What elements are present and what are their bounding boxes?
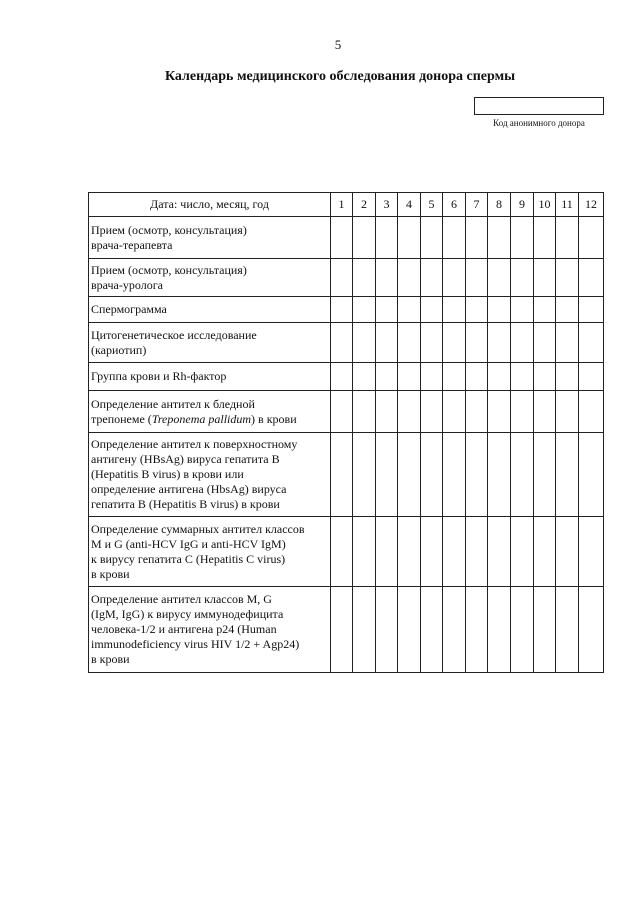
table-row — [89, 587, 604, 673]
exam-date-cell[interactable] — [421, 363, 443, 391]
exam-name-line: в крови — [91, 566, 130, 581]
table-row — [89, 517, 604, 587]
month-header: 6 — [443, 193, 466, 217]
exam-date-cell[interactable] — [488, 297, 511, 323]
exam-date-cell[interactable] — [398, 433, 421, 517]
exam-date-cell[interactable] — [579, 323, 604, 363]
exam-date-cell[interactable] — [534, 433, 556, 517]
exam-date-cell[interactable] — [331, 297, 353, 323]
exam-date-cell[interactable] — [443, 259, 466, 297]
exam-date-cell[interactable] — [579, 587, 604, 673]
exam-date-cell[interactable] — [443, 433, 466, 517]
exam-date-cell[interactable] — [376, 323, 398, 363]
exam-date-cell[interactable] — [534, 297, 556, 323]
exam-name-line: антигену (HBsAg) вируса гепатита В — [91, 452, 280, 466]
exam-date-cell[interactable] — [534, 259, 556, 297]
exam-date-cell[interactable] — [421, 391, 443, 433]
exam-date-cell[interactable] — [353, 323, 376, 363]
exam-date-cell[interactable] — [579, 391, 604, 433]
exam-name-line: в крови — [91, 652, 130, 666]
exam-date-cell[interactable] — [511, 323, 534, 363]
exam-date-cell[interactable] — [376, 297, 398, 323]
donor-code-field[interactable] — [474, 97, 604, 115]
exam-name-line: Спермограмма — [91, 302, 167, 316]
exam-name-cell — [89, 363, 331, 391]
table-row — [89, 323, 604, 363]
exam-date-cell[interactable] — [331, 433, 353, 517]
exam-date-cell[interactable] — [376, 217, 398, 259]
exam-date-cell[interactable] — [443, 297, 466, 323]
month-header: 2 — [353, 193, 376, 217]
exam-date-cell[interactable] — [376, 259, 398, 297]
exam-date-cell[interactable] — [331, 587, 353, 673]
exam-date-cell[interactable] — [376, 517, 398, 587]
exam-date-cell[interactable] — [511, 259, 534, 297]
exam-date-cell[interactable] — [398, 259, 421, 297]
exam-date-cell[interactable] — [466, 587, 488, 673]
exam-date-cell[interactable] — [466, 217, 488, 259]
exam-date-cell[interactable] — [511, 517, 534, 587]
month-header: 3 — [376, 193, 398, 217]
exam-name-cell — [89, 323, 331, 363]
exam-date-cell[interactable] — [398, 297, 421, 323]
month-header: 4 — [398, 193, 421, 217]
exam-name-line: Прием (осмотр, консультация) — [91, 262, 247, 277]
exam-name-line: врача-уролога — [91, 277, 163, 292]
exam-date-cell[interactable] — [421, 433, 443, 517]
month-header: 9 — [511, 193, 534, 217]
exam-date-cell[interactable] — [331, 391, 353, 433]
exam-date-cell[interactable] — [556, 217, 579, 259]
exam-date-cell[interactable] — [556, 323, 579, 363]
exam-date-cell[interactable] — [488, 587, 511, 673]
exam-date-cell[interactable] — [398, 217, 421, 259]
exam-date-cell[interactable] — [511, 587, 534, 673]
exam-date-cell[interactable] — [534, 217, 556, 259]
exam-date-cell[interactable] — [398, 323, 421, 363]
exam-name-cell — [89, 587, 331, 673]
exam-name-cell — [89, 391, 331, 433]
exam-date-cell[interactable] — [331, 217, 353, 259]
exam-date-cell[interactable] — [579, 297, 604, 323]
exam-date-cell[interactable] — [511, 391, 534, 433]
exam-date-cell[interactable] — [421, 517, 443, 587]
exam-name-cell — [89, 217, 331, 259]
exam-name-line: врача-терапевта — [91, 237, 173, 252]
exam-date-cell[interactable] — [331, 517, 353, 587]
exam-name-line: Определение антител классов М, G — [91, 592, 272, 606]
exam-date-cell[interactable] — [443, 587, 466, 673]
exam-date-cell[interactable] — [376, 363, 398, 391]
table-row — [89, 363, 604, 391]
exam-date-cell[interactable] — [421, 217, 443, 259]
exam-date-cell[interactable] — [488, 391, 511, 433]
exam-date-cell[interactable] — [556, 517, 579, 587]
exam-date-cell[interactable] — [534, 391, 556, 433]
exam-date-cell[interactable] — [398, 363, 421, 391]
exam-date-cell[interactable] — [579, 217, 604, 259]
exam-date-cell[interactable] — [443, 391, 466, 433]
exam-name-line: М и G (anti-HCV IgG и anti-HCV IgM) — [91, 536, 286, 551]
exam-name-line: Прием (осмотр, консультация) — [91, 222, 247, 237]
exam-date-cell[interactable] — [511, 363, 534, 391]
exam-date-cell[interactable] — [331, 363, 353, 391]
page-number: 5 — [334, 37, 342, 52]
exam-name-line: определение антигена (HbsAg) вируса — [91, 482, 287, 496]
exam-date-cell[interactable] — [466, 363, 488, 391]
exam-date-cell[interactable] — [398, 587, 421, 673]
exam-name-line: трепонеме (Treponema pallidum) в крови — [91, 411, 297, 426]
exam-date-cell[interactable] — [353, 433, 376, 517]
exam-date-cell[interactable] — [376, 587, 398, 673]
exam-date-cell[interactable] — [331, 259, 353, 297]
exam-name-line: Группа крови и Rh-фактор — [91, 369, 227, 383]
exam-name-line: Определение антител к поверхностному — [91, 437, 298, 451]
exam-date-cell[interactable] — [466, 517, 488, 587]
exam-date-cell[interactable] — [534, 517, 556, 587]
month-header: 5 — [421, 193, 443, 217]
exam-date-cell[interactable] — [579, 363, 604, 391]
exam-date-cell[interactable] — [488, 517, 511, 587]
exam-date-cell[interactable] — [443, 217, 466, 259]
table-row — [89, 391, 604, 433]
month-header: 10 — [534, 193, 556, 217]
exam-name-line: immunodeficiency virus HIV 1/2 + Agp24) — [91, 637, 300, 651]
exam-date-cell[interactable] — [466, 433, 488, 517]
exam-date-cell[interactable] — [579, 517, 604, 587]
exam-date-cell[interactable] — [353, 391, 376, 433]
month-header: 7 — [466, 193, 488, 217]
exam-date-cell[interactable] — [511, 297, 534, 323]
exam-date-cell[interactable] — [353, 217, 376, 259]
month-header: 12 — [579, 193, 604, 217]
exam-date-cell[interactable] — [466, 391, 488, 433]
exam-name-line: к вирусу гепатита С (Hepatitis С virus) — [91, 551, 286, 566]
exam-date-cell[interactable] — [443, 363, 466, 391]
exam-date-cell[interactable] — [443, 323, 466, 363]
month-header: 11 — [556, 193, 579, 217]
exam-name-line: человека-1/2 и антигена р24 (Human — [91, 622, 277, 636]
exam-name-line: Определение суммарных антител классов — [91, 521, 305, 536]
exam-date-cell[interactable] — [511, 433, 534, 517]
exam-date-cell[interactable] — [534, 363, 556, 391]
document-title: Календарь медицинского обследования донора спермы — [164, 69, 516, 84]
exam-date-cell[interactable] — [331, 323, 353, 363]
exam-date-cell[interactable] — [556, 391, 579, 433]
exam-date-cell[interactable] — [466, 297, 488, 323]
exam-date-cell[interactable] — [579, 433, 604, 517]
exam-date-cell[interactable] — [353, 297, 376, 323]
exam-date-cell[interactable] — [556, 433, 579, 517]
exam-date-cell[interactable] — [466, 323, 488, 363]
exam-date-cell[interactable] — [353, 587, 376, 673]
exam-date-cell[interactable] — [376, 391, 398, 433]
exam-date-cell[interactable] — [376, 433, 398, 517]
exam-date-cell[interactable] — [488, 433, 511, 517]
donor-code-caption: Код анонимного донора — [493, 118, 585, 128]
table-row — [89, 259, 604, 297]
exam-date-cell[interactable] — [353, 259, 376, 297]
exam-date-cell[interactable] — [398, 517, 421, 587]
exam-date-cell[interactable] — [443, 517, 466, 587]
exam-date-cell[interactable] — [556, 363, 579, 391]
exam-date-cell[interactable] — [421, 323, 443, 363]
exam-date-cell[interactable] — [534, 587, 556, 673]
exam-date-cell[interactable] — [353, 363, 376, 391]
month-header: 8 — [488, 193, 511, 217]
date-header-label: Дата: число, месяц, год — [89, 193, 331, 217]
exam-date-cell[interactable] — [488, 217, 511, 259]
exam-name-line: Цитогенетическое исследование — [91, 327, 257, 342]
table-row — [89, 297, 604, 323]
month-header: 1 — [331, 193, 353, 217]
exam-date-cell[interactable] — [421, 297, 443, 323]
exam-name-cell — [89, 259, 331, 297]
exam-name-line: (Hepatitis В virus) в крови или — [91, 467, 244, 481]
exam-name-cell — [89, 297, 331, 323]
exam-name-line: Определение антител к бледной — [91, 396, 255, 411]
exam-date-cell[interactable] — [511, 217, 534, 259]
table-row — [89, 217, 604, 259]
table-row — [89, 433, 604, 517]
exam-date-cell[interactable] — [556, 297, 579, 323]
exam-date-cell[interactable] — [488, 363, 511, 391]
exam-date-cell[interactable] — [556, 587, 579, 673]
exam-calendar-table — [88, 192, 604, 673]
exam-date-cell[interactable] — [556, 259, 579, 297]
exam-date-cell[interactable] — [421, 259, 443, 297]
exam-date-cell[interactable] — [488, 323, 511, 363]
exam-date-cell[interactable] — [579, 259, 604, 297]
exam-name-cell — [89, 433, 331, 517]
exam-date-cell[interactable] — [398, 391, 421, 433]
exam-name-cell — [89, 517, 331, 587]
exam-name-line: (кариотип) — [91, 342, 147, 357]
exam-date-cell[interactable] — [488, 259, 511, 297]
exam-date-cell[interactable] — [534, 323, 556, 363]
table-header-row — [89, 193, 604, 217]
exam-name-line: (IgM, IgG) к вирусу иммунодефицита — [91, 607, 284, 621]
exam-date-cell[interactable] — [353, 517, 376, 587]
exam-date-cell[interactable] — [466, 259, 488, 297]
exam-date-cell[interactable] — [421, 587, 443, 673]
exam-name-line: гепатита В (Hepatitis В virus) в крови — [91, 497, 280, 511]
